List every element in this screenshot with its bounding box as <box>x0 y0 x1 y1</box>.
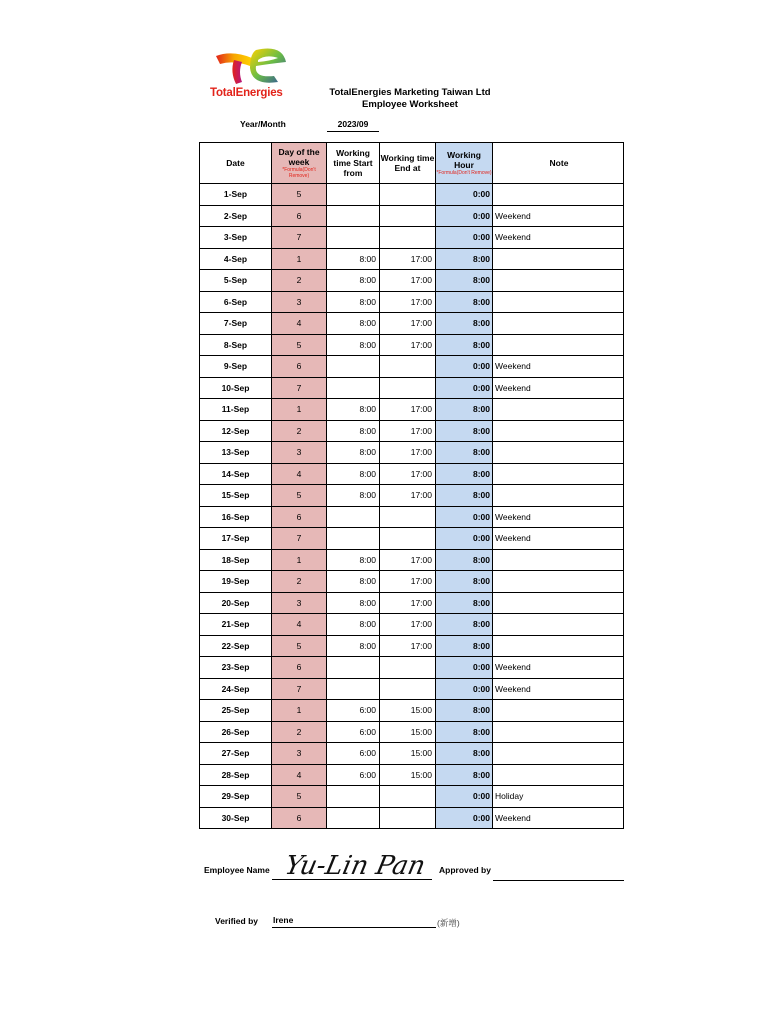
cell-start[interactable] <box>327 377 380 399</box>
approved-by-line[interactable] <box>493 880 624 881</box>
cell-day-of-week: 5 <box>272 334 327 356</box>
cell-working-hour: 8:00 <box>436 700 493 722</box>
table-row <box>200 442 624 464</box>
cell-start[interactable]: 8:00 <box>327 313 380 335</box>
table-row <box>200 635 624 657</box>
table-row <box>200 657 624 679</box>
table-row <box>200 700 624 722</box>
header-day-of-week <box>272 143 327 184</box>
cell-day-of-week: 4 <box>272 764 327 786</box>
header-hour-label: Working Hour <box>447 150 481 170</box>
cell-day-of-week: 3 <box>272 743 327 765</box>
cell-day-of-week: 7 <box>272 678 327 700</box>
cell-day-of-week: 6 <box>272 506 327 528</box>
employee-signature <box>282 844 428 891</box>
cell-note[interactable] <box>493 463 624 485</box>
cell-day-of-week: 1 <box>272 549 327 571</box>
cell-start[interactable] <box>327 205 380 227</box>
cell-date: 22-Sep <box>200 635 272 657</box>
cell-day-of-week: 3 <box>272 291 327 313</box>
cell-date: 3-Sep <box>200 227 272 249</box>
cell-start[interactable] <box>327 506 380 528</box>
cell-day-of-week: 2 <box>272 420 327 442</box>
table-row <box>200 399 624 421</box>
cell-date: 24-Sep <box>200 678 272 700</box>
cell-date: 9-Sep <box>200 356 272 378</box>
cell-date: 23-Sep <box>200 657 272 679</box>
cell-day-of-week: 7 <box>272 528 327 550</box>
cell-note[interactable] <box>493 571 624 593</box>
cell-date: 2-Sep <box>200 205 272 227</box>
table-row <box>200 420 624 442</box>
cell-end[interactable]: 15:00 <box>380 764 436 786</box>
cell-day-of-week: 4 <box>272 614 327 636</box>
cell-start[interactable] <box>327 786 380 808</box>
cell-working-hour: 0:00 <box>436 205 493 227</box>
cell-day-of-week: 2 <box>272 270 327 292</box>
cell-end[interactable] <box>380 786 436 808</box>
cell-note[interactable] <box>493 721 624 743</box>
cell-working-hour: 0:00 <box>436 678 493 700</box>
cell-note[interactable] <box>493 592 624 614</box>
cell-note[interactable] <box>493 700 624 722</box>
cell-working-hour: 8:00 <box>436 334 493 356</box>
cell-date: 18-Sep <box>200 549 272 571</box>
cell-working-hour: 0:00 <box>436 227 493 249</box>
cell-end[interactable]: 15:00 <box>380 743 436 765</box>
cell-working-hour: 8:00 <box>436 485 493 507</box>
cell-end[interactable]: 17:00 <box>380 442 436 464</box>
cell-date: 5-Sep <box>200 270 272 292</box>
cell-note[interactable]: Weekend <box>493 205 624 227</box>
cell-note[interactable] <box>493 614 624 636</box>
cell-working-hour: 0:00 <box>436 506 493 528</box>
cell-note[interactable]: Weekend <box>493 678 624 700</box>
cell-day-of-week: 2 <box>272 721 327 743</box>
cell-day-of-week: 3 <box>272 592 327 614</box>
cell-start[interactable]: 8:00 <box>327 485 380 507</box>
table-row <box>200 549 624 571</box>
table-row <box>200 356 624 378</box>
cell-note[interactable] <box>493 334 624 356</box>
cell-end[interactable] <box>380 227 436 249</box>
table-row <box>200 614 624 636</box>
cell-date: 15-Sep <box>200 485 272 507</box>
cell-start[interactable]: 6:00 <box>327 743 380 765</box>
cell-day-of-week: 5 <box>272 485 327 507</box>
cell-end[interactable]: 17:00 <box>380 571 436 593</box>
cell-day-of-week: 7 <box>272 227 327 249</box>
year-month-value[interactable]: 2023/09 <box>327 119 379 132</box>
cell-start[interactable]: 6:00 <box>327 764 380 786</box>
cell-note[interactable] <box>493 399 624 421</box>
cell-end[interactable] <box>380 356 436 378</box>
cell-end[interactable] <box>380 657 436 679</box>
employee-name-label: Employee Name <box>204 865 270 875</box>
cell-working-hour: 8:00 <box>436 592 493 614</box>
cell-start[interactable]: 6:00 <box>327 700 380 722</box>
cell-day-of-week: 5 <box>272 786 327 808</box>
cell-working-hour: 8:00 <box>436 764 493 786</box>
table-row <box>200 743 624 765</box>
cell-working-hour: 8:00 <box>436 313 493 335</box>
cell-date: 6-Sep <box>200 291 272 313</box>
cell-date: 4-Sep <box>200 248 272 270</box>
cell-note[interactable] <box>493 184 624 206</box>
table-row <box>200 227 624 249</box>
table-row <box>200 592 624 614</box>
cell-note[interactable] <box>493 291 624 313</box>
table-row <box>200 205 624 227</box>
cell-date: 14-Sep <box>200 463 272 485</box>
cell-note[interactable] <box>493 248 624 270</box>
cell-note[interactable] <box>493 420 624 442</box>
table-row <box>200 270 624 292</box>
cell-start[interactable]: 8:00 <box>327 549 380 571</box>
cell-end[interactable]: 15:00 <box>380 721 436 743</box>
year-month-label: Year/Month <box>240 119 286 129</box>
cell-working-hour: 0:00 <box>436 786 493 808</box>
cell-note[interactable] <box>493 442 624 464</box>
cell-end[interactable]: 17:00 <box>380 291 436 313</box>
cell-note[interactable]: Weekend <box>493 356 624 378</box>
cell-date: 20-Sep <box>200 592 272 614</box>
cell-date: 19-Sep <box>200 571 272 593</box>
table-row <box>200 678 624 700</box>
header-start: Working time Start from <box>327 143 380 184</box>
cell-note[interactable]: Weekend <box>493 227 624 249</box>
header-end: Working time End at <box>380 143 436 184</box>
cell-end[interactable] <box>380 184 436 206</box>
cell-end[interactable]: 17:00 <box>380 420 436 442</box>
cell-working-hour: 8:00 <box>436 571 493 593</box>
cell-date: 17-Sep <box>200 528 272 550</box>
table-row <box>200 528 624 550</box>
cell-start[interactable]: 8:00 <box>327 635 380 657</box>
cell-end[interactable]: 17:00 <box>380 399 436 421</box>
cell-date: 7-Sep <box>200 313 272 335</box>
approved-by-label: Approved by <box>439 865 491 875</box>
table-row <box>200 334 624 356</box>
cell-note[interactable]: Weekend <box>493 657 624 679</box>
cell-working-hour: 8:00 <box>436 614 493 636</box>
cell-note[interactable] <box>493 549 624 571</box>
cell-day-of-week: 5 <box>272 635 327 657</box>
cell-end[interactable]: 17:00 <box>380 248 436 270</box>
header-day-formula-note: *Formula(Don't Remove) <box>282 167 316 179</box>
handwritten-signature-icon <box>282 844 428 886</box>
verified-by-line[interactable] <box>272 927 436 928</box>
cell-date: 1-Sep <box>200 184 272 206</box>
cell-end[interactable] <box>380 205 436 227</box>
cell-day-of-week: 6 <box>272 657 327 679</box>
header-row <box>200 143 624 184</box>
cell-note[interactable] <box>493 635 624 657</box>
verified-note: (新增) <box>437 918 460 928</box>
cell-start[interactable]: 8:00 <box>327 442 380 464</box>
cell-start[interactable]: 8:00 <box>327 270 380 292</box>
cell-note[interactable] <box>493 764 624 786</box>
cell-working-hour: 8:00 <box>436 635 493 657</box>
cell-date: 16-Sep <box>200 506 272 528</box>
table-row <box>200 463 624 485</box>
cell-date: 12-Sep <box>200 420 272 442</box>
header-working-hour <box>436 143 493 184</box>
cell-working-hour: 0:00 <box>436 528 493 550</box>
cell-working-hour: 8:00 <box>436 270 493 292</box>
table-row <box>200 377 624 399</box>
cell-end[interactable]: 15:00 <box>380 700 436 722</box>
cell-day-of-week: 7 <box>272 377 327 399</box>
cell-note[interactable]: Weekend <box>493 807 624 829</box>
cell-date: 30-Sep <box>200 807 272 829</box>
cell-date: 10-Sep <box>200 377 272 399</box>
cell-day-of-week: 1 <box>272 700 327 722</box>
worksheet-table <box>199 142 624 829</box>
document-title: Employee Worksheet <box>362 99 458 110</box>
cell-working-hour: 8:00 <box>436 291 493 313</box>
cell-start[interactable]: 6:00 <box>327 721 380 743</box>
cell-note[interactable]: Weekend <box>493 506 624 528</box>
cell-start[interactable]: 8:00 <box>327 248 380 270</box>
cell-date: 13-Sep <box>200 442 272 464</box>
cell-start[interactable]: 8:00 <box>327 463 380 485</box>
table-row <box>200 721 624 743</box>
cell-end[interactable]: 17:00 <box>380 313 436 335</box>
cell-end[interactable] <box>380 528 436 550</box>
cell-working-hour: 8:00 <box>436 442 493 464</box>
cell-end[interactable]: 17:00 <box>380 270 436 292</box>
cell-start[interactable] <box>327 807 380 829</box>
cell-working-hour: 8:00 <box>436 463 493 485</box>
cell-working-hour: 8:00 <box>436 721 493 743</box>
table-row <box>200 506 624 528</box>
cell-start[interactable]: 8:00 <box>327 334 380 356</box>
cell-note[interactable] <box>493 485 624 507</box>
cell-working-hour: 0:00 <box>436 184 493 206</box>
cell-end[interactable]: 17:00 <box>380 635 436 657</box>
verified-by-label: Verified by <box>215 916 258 926</box>
cell-note[interactable]: Weekend <box>493 377 624 399</box>
table-row <box>200 291 624 313</box>
cell-end[interactable]: 17:00 <box>380 614 436 636</box>
cell-working-hour: 0:00 <box>436 356 493 378</box>
cell-end[interactable]: 17:00 <box>380 549 436 571</box>
cell-date: 11-Sep <box>200 399 272 421</box>
table-row <box>200 764 624 786</box>
cell-start[interactable]: 8:00 <box>327 592 380 614</box>
cell-start[interactable]: 8:00 <box>327 571 380 593</box>
cell-end[interactable]: 17:00 <box>380 334 436 356</box>
cell-start[interactable]: 8:00 <box>327 420 380 442</box>
cell-working-hour: 0:00 <box>436 657 493 679</box>
table-row <box>200 807 624 829</box>
svg-text:Yu-Lin Pan: Yu-Lin Pan <box>282 851 428 881</box>
cell-working-hour: 0:00 <box>436 807 493 829</box>
cell-date: 21-Sep <box>200 614 272 636</box>
cell-start[interactable] <box>327 184 380 206</box>
cell-start[interactable] <box>327 227 380 249</box>
header-date: Date <box>200 143 272 184</box>
cell-end[interactable] <box>380 678 436 700</box>
cell-note[interactable]: Holiday <box>493 786 624 808</box>
cell-working-hour: 8:00 <box>436 549 493 571</box>
cell-start[interactable]: 8:00 <box>327 399 380 421</box>
header-day-label: Day of the week <box>278 147 320 167</box>
cell-day-of-week: 6 <box>272 356 327 378</box>
cell-date: 26-Sep <box>200 721 272 743</box>
cell-day-of-week: 1 <box>272 399 327 421</box>
cell-working-hour: 8:00 <box>436 743 493 765</box>
cell-day-of-week: 6 <box>272 205 327 227</box>
cell-start[interactable] <box>327 356 380 378</box>
cell-note[interactable] <box>493 743 624 765</box>
table-row <box>200 313 624 335</box>
cell-day-of-week: 1 <box>272 248 327 270</box>
cell-working-hour: 8:00 <box>436 420 493 442</box>
cell-end[interactable] <box>380 377 436 399</box>
cell-end[interactable]: 17:00 <box>380 463 436 485</box>
company-name: TotalEnergies Marketing Taiwan Ltd <box>329 87 491 98</box>
table-row <box>200 485 624 507</box>
table-row <box>200 786 624 808</box>
cell-working-hour: 8:00 <box>436 399 493 421</box>
cell-note[interactable] <box>493 313 624 335</box>
table-row <box>200 248 624 270</box>
cell-day-of-week: 3 <box>272 442 327 464</box>
table-row <box>200 184 624 206</box>
cell-working-hour: 0:00 <box>436 377 493 399</box>
logo-mark-icon <box>212 44 292 86</box>
cell-end[interactable] <box>380 506 436 528</box>
cell-start[interactable]: 8:00 <box>327 291 380 313</box>
cell-day-of-week: 6 <box>272 807 327 829</box>
brand-name: TotalEnergies <box>210 87 283 99</box>
cell-end[interactable]: 17:00 <box>380 592 436 614</box>
cell-start[interactable] <box>327 528 380 550</box>
cell-date: 8-Sep <box>200 334 272 356</box>
cell-date: 25-Sep <box>200 700 272 722</box>
cell-end[interactable]: 17:00 <box>380 485 436 507</box>
cell-day-of-week: 5 <box>272 184 327 206</box>
cell-note[interactable]: Weekend <box>493 528 624 550</box>
header-hour-formula-note: *Formula(Don't Remove) <box>436 170 492 176</box>
cell-start[interactable] <box>327 657 380 679</box>
cell-end[interactable] <box>380 807 436 829</box>
cell-day-of-week: 4 <box>272 313 327 335</box>
cell-day-of-week: 4 <box>272 463 327 485</box>
cell-day-of-week: 2 <box>272 571 327 593</box>
cell-start[interactable] <box>327 678 380 700</box>
cell-date: 29-Sep <box>200 786 272 808</box>
cell-date: 28-Sep <box>200 764 272 786</box>
cell-note[interactable] <box>493 270 624 292</box>
cell-date: 27-Sep <box>200 743 272 765</box>
cell-start[interactable]: 8:00 <box>327 614 380 636</box>
cell-working-hour: 8:00 <box>436 248 493 270</box>
header-note: Note <box>493 143 624 184</box>
table-row <box>200 571 624 593</box>
verified-by-value: Irene <box>273 915 294 925</box>
